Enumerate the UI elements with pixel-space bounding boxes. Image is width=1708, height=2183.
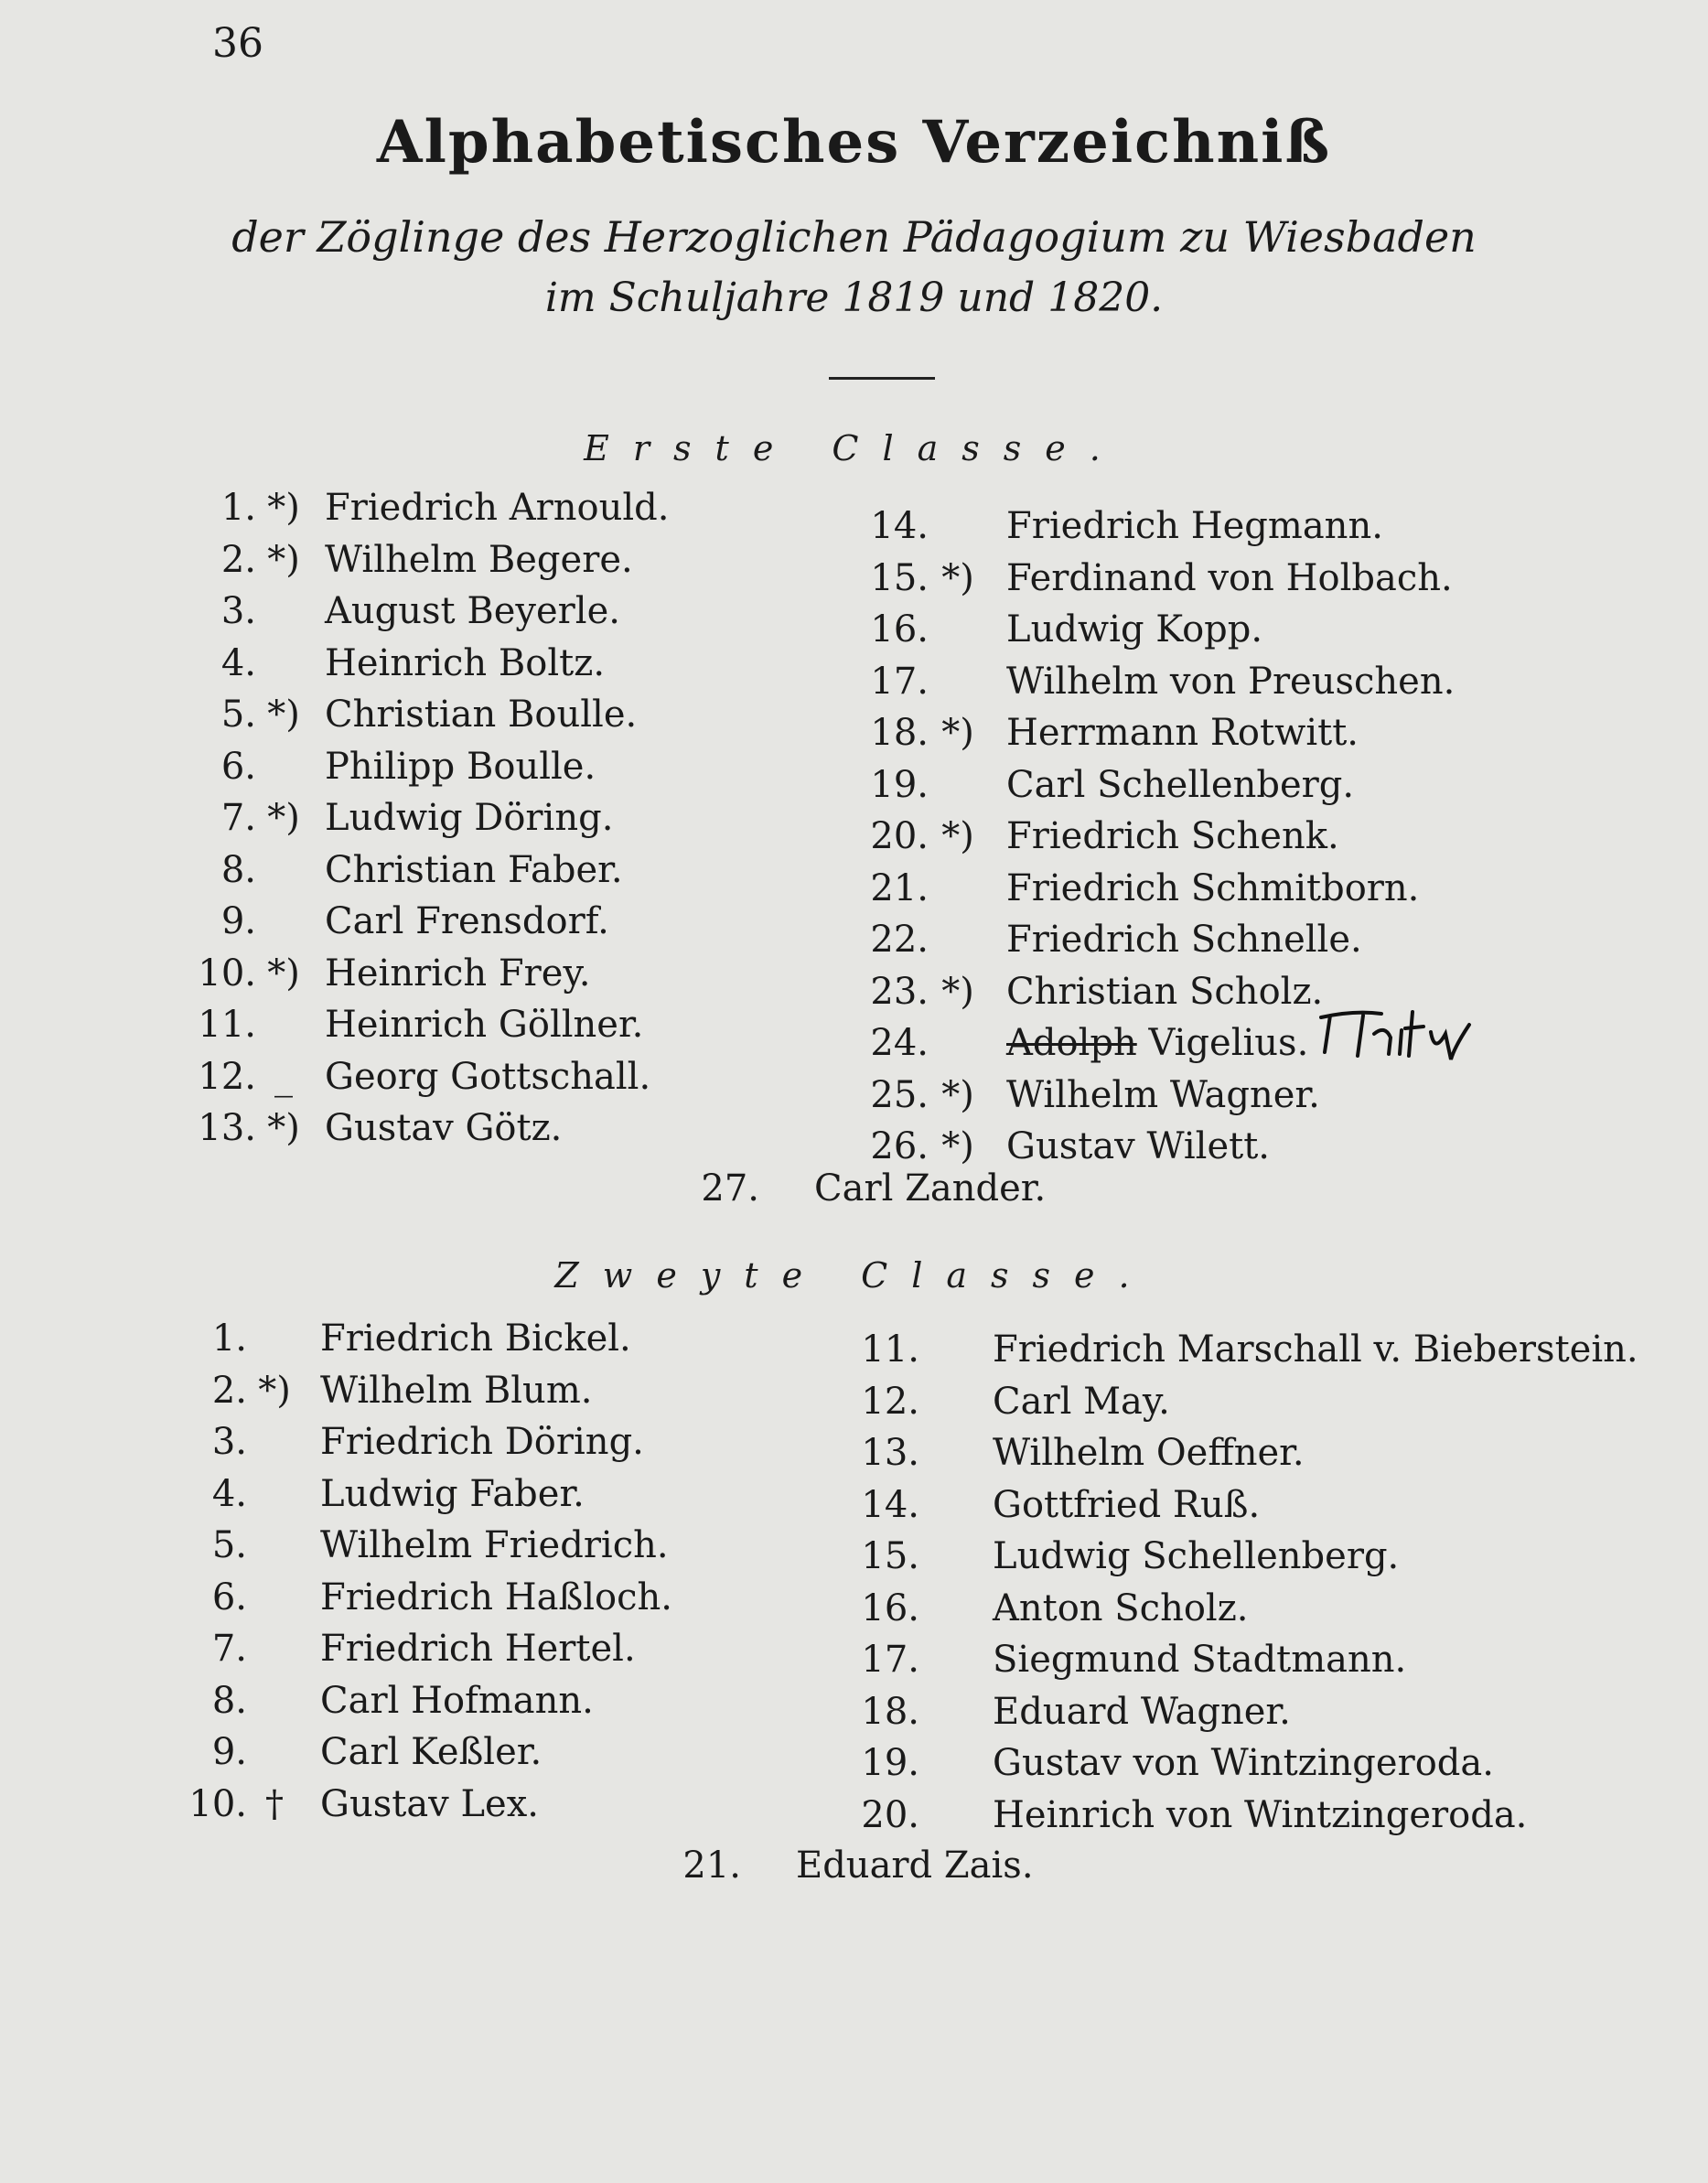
entry-number: 9. — [211, 1731, 247, 1773]
entry-name — [1006, 1022, 1308, 1064]
entry-name: Carl Hofmann. — [320, 1679, 594, 1722]
entry-mark: *) — [267, 694, 300, 736]
entry-name: Friedrich Hegmann. — [1006, 505, 1383, 547]
entry-name: Gustav Wilett. — [1006, 1125, 1271, 1167]
entry-name: Christian Boulle. — [325, 694, 638, 736]
entry-surname: Vigelius. — [1136, 1022, 1309, 1064]
handwritten-annotation — [1317, 1006, 1473, 1061]
entry-mark: *) — [267, 487, 300, 529]
entry-number: 26. — [870, 1125, 929, 1167]
entry-mark: _ — [274, 1055, 293, 1098]
entry-name: Carl Schellenberg. — [1006, 763, 1355, 806]
entry-name: Carl Keßler. — [320, 1731, 542, 1773]
entry-name: Ludwig Kopp. — [1006, 608, 1263, 651]
entry-name: August Beyerle. — [325, 590, 620, 632]
page-title: Alphabetisches Verzeichniß — [376, 108, 1332, 177]
entry-number: 22. — [870, 919, 929, 961]
entry-number: 3. — [220, 590, 256, 632]
struck-name: Adolph — [1006, 1022, 1137, 1064]
entry-name: Wilhelm Wagner. — [1006, 1073, 1320, 1116]
entry-number: 20. — [861, 1793, 919, 1836]
entry-name: Eduard Zais. — [796, 1844, 1034, 1887]
title-divider — [829, 377, 935, 380]
entry-number: 2. — [211, 1369, 247, 1412]
entry-name: Christian Scholz. — [1006, 970, 1324, 1013]
entry-name: Heinrich Boltz. — [325, 641, 606, 684]
entry-name: Wilhelm von Preuschen. — [1006, 660, 1456, 703]
entry-name: Gustav Lex. — [320, 1782, 539, 1825]
entry-name: Ferdinand von Holbach. — [1006, 556, 1453, 599]
entry-mark: *) — [941, 1073, 974, 1116]
entry-name: Ludwig Schellenberg. — [993, 1535, 1400, 1577]
entry-number: 17. — [861, 1639, 919, 1681]
entry-name: Friedrich Haßloch. — [320, 1575, 672, 1618]
entry-name: Friedrich Döring. — [320, 1421, 644, 1463]
entry-number: 24. — [870, 1022, 929, 1064]
entry-number: 16. — [870, 608, 929, 651]
entry-number: 13. — [861, 1432, 919, 1474]
entry-number: 25. — [870, 1073, 929, 1116]
entry-name: Carl May. — [993, 1380, 1170, 1423]
entry-mark: *) — [941, 556, 974, 599]
entry-name: Wilhelm Blum. — [320, 1369, 593, 1412]
entry-number: 4. — [220, 641, 256, 684]
entry-mark: *) — [267, 538, 300, 581]
entry-number: 10. — [188, 1782, 247, 1825]
entry-name: Friedrich Hertel. — [320, 1628, 636, 1670]
entry-mark: *) — [941, 712, 974, 754]
entry-name: Anton Scholz. — [993, 1586, 1249, 1629]
entry-name: Siegmund Stadtmann. — [993, 1639, 1407, 1681]
entry-name: Christian Faber. — [325, 848, 623, 891]
entry-mark: *) — [941, 815, 974, 857]
page-number: 36 — [212, 20, 263, 67]
entry-number: 18. — [870, 712, 929, 754]
entry-number: 16. — [861, 1586, 919, 1629]
entry-number: 8. — [211, 1679, 247, 1722]
entry-name: Heinrich Göllner. — [325, 1004, 644, 1046]
entry-number: 7. — [211, 1628, 247, 1670]
entry-number: 8. — [220, 848, 256, 891]
entry-number: 5. — [211, 1524, 247, 1566]
entry-name: Wilhelm Begere. — [325, 538, 633, 581]
entry-number: 12. — [198, 1055, 256, 1098]
entry-number: 19. — [870, 763, 929, 806]
entry-number: 21. — [870, 866, 929, 909]
entry-mark: *) — [267, 797, 300, 839]
entry-number: 3. — [211, 1421, 247, 1463]
entry-number: 27. — [701, 1167, 759, 1210]
entry-number: 6. — [220, 745, 256, 788]
entry-number: 14. — [861, 1483, 919, 1526]
entry-name: Heinrich Frey. — [325, 952, 591, 995]
entry-number: 13. — [198, 1107, 256, 1149]
entry-name: Friedrich Bickel. — [320, 1317, 631, 1360]
entry-number: 23. — [870, 970, 929, 1013]
entry-name: Wilhelm Oeffner. — [993, 1432, 1305, 1474]
entry-name: Ludwig Faber. — [320, 1472, 585, 1515]
entry-number: 11. — [861, 1328, 919, 1371]
entry-mark: *) — [941, 1125, 974, 1167]
erste-classe-heading: Erste Classe. — [584, 428, 1124, 468]
entry-number: 14. — [870, 505, 929, 547]
entry-name: Ludwig Döring. — [325, 797, 614, 839]
entry-number: 12. — [861, 1380, 919, 1423]
entry-number: 5. — [220, 694, 256, 736]
entry-name: Gustav von Wintzingeroda. — [993, 1742, 1494, 1784]
entry-number: 6. — [211, 1575, 247, 1618]
zweyte-classe-heading: Zweyte Classe. — [554, 1255, 1154, 1296]
entry-mark: *) — [267, 1107, 300, 1149]
entry-name: Friedrich Schnelle. — [1006, 919, 1362, 961]
entry-name: Eduard Wagner. — [993, 1690, 1291, 1733]
entry-mark: *) — [258, 1369, 291, 1412]
entry-name: Friedrich Schenk. — [1006, 815, 1339, 857]
entry-number: 20. — [870, 815, 929, 857]
entry-number: 15. — [870, 556, 929, 599]
entry-number: 2. — [220, 538, 256, 581]
entry-mark: *) — [941, 970, 974, 1013]
entry-number: 4. — [211, 1472, 247, 1515]
entry-number: 7. — [220, 797, 256, 839]
entry-name: Carl Zander. — [814, 1167, 1047, 1210]
entry-name: Wilhelm Friedrich. — [320, 1524, 669, 1566]
entry-number: 19. — [861, 1742, 919, 1784]
entry-name: Herrmann Rotwitt. — [1006, 712, 1359, 754]
page-subtitle-year: im Schuljahre 1819 und 1820. — [544, 274, 1164, 321]
entry-name: Friedrich Arnould. — [325, 487, 670, 529]
entry-name: Gottfried Ruß. — [993, 1483, 1261, 1526]
entry-mark: *) — [267, 952, 300, 995]
entry-number: 9. — [220, 900, 256, 942]
entry-number: 11. — [198, 1004, 256, 1046]
entry-name: Heinrich von Wintzingeroda. — [993, 1793, 1528, 1836]
entry-name: Philipp Boulle. — [325, 745, 596, 788]
entry-name: Carl Frensdorf. — [325, 900, 609, 942]
entry-number: 18. — [861, 1690, 919, 1733]
entry-number: 1. — [220, 487, 256, 529]
entry-name: Gustav Götz. — [325, 1107, 563, 1149]
page-subtitle: der Zöglinge des Herzoglichen Pädagogium zu Wiesbaden — [231, 212, 1477, 262]
entry-name: Friedrich Marschall v. Bieberstein. — [993, 1328, 1638, 1371]
entry-number: 10. — [198, 952, 256, 995]
entry-number: 21. — [682, 1844, 741, 1887]
entry-mark: † — [265, 1782, 284, 1825]
entry-number: 1. — [211, 1317, 247, 1360]
entry-name: Georg Gottschall. — [325, 1055, 651, 1098]
entry-number: 15. — [861, 1535, 919, 1577]
entry-number: 17. — [870, 660, 929, 703]
entry-name: Friedrich Schmitborn. — [1006, 866, 1420, 909]
